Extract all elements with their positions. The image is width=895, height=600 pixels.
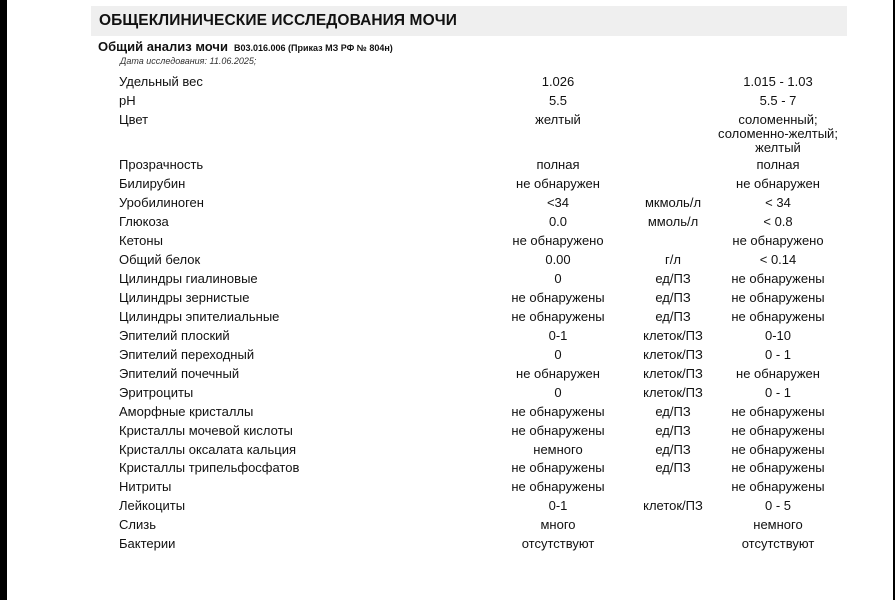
parameter-name: Глюкоза: [119, 214, 169, 229]
unit: клеток/ПЗ: [643, 328, 703, 343]
reference-line: 5.5 - 7: [759, 93, 797, 108]
parameter-name: Эпителий почечный: [119, 366, 240, 381]
section-header: [91, 6, 847, 36]
reference-line: < 0.14: [759, 252, 797, 267]
report-page: [7, 0, 893, 600]
reference-range: [707, 272, 849, 286]
section-title: ОБЩЕКЛИНИЧЕСКИЕ ИССЛЕДОВАНИЯ МОЧИ: [99, 12, 457, 29]
reference-line: не обнаружено: [732, 233, 824, 248]
reference-line: желтый: [755, 140, 801, 155]
parameter-name: Кристаллы оксалата кальция: [119, 442, 297, 457]
result-value: 0: [554, 347, 562, 362]
reference-line: не обнаружены: [731, 271, 825, 286]
reference-line: полная: [756, 157, 800, 172]
reference-range: [707, 348, 849, 362]
result-value: не обнаружены: [511, 479, 605, 494]
result-value: 0: [554, 385, 562, 400]
reference-range: [707, 196, 849, 210]
unit: клеток/ПЗ: [643, 347, 703, 362]
reference-range: [707, 94, 849, 108]
result-value: не обнаружено: [512, 233, 604, 248]
reference-range: [707, 158, 849, 172]
parameter-name: Цвет: [119, 112, 149, 127]
unit: ед/ПЗ: [655, 460, 691, 475]
reference-line: не обнаружены: [731, 404, 825, 419]
result-value: 5.5: [548, 93, 568, 108]
result-value: 0: [554, 271, 562, 286]
parameter-name: Эритроциты: [119, 385, 194, 400]
result-value: не обнаружены: [511, 404, 605, 419]
parameter-name: Слизь: [119, 517, 156, 532]
unit: ед/ПЗ: [655, 423, 691, 438]
result-value: не обнаружен: [516, 176, 600, 191]
result-value: 0-1: [548, 328, 568, 343]
parameter-name: Кристаллы трипельфосфатов: [119, 460, 300, 475]
unit: ммоль/л: [647, 214, 699, 229]
parameter-name: Удельный вес: [119, 74, 203, 89]
parameter-name: Цилиндры зернистые: [119, 290, 250, 305]
parameter-name: Эпителий плоский: [119, 328, 230, 343]
reference-line: немного: [753, 517, 803, 532]
reference-range: [707, 291, 849, 305]
reference-line: 0 - 1: [764, 385, 791, 400]
reference-range: [707, 537, 849, 551]
reference-line: отсутствуют: [741, 536, 815, 551]
reference-range: [707, 518, 849, 532]
result-value: не обнаружены: [511, 290, 605, 305]
parameter-name: Нитриты: [119, 479, 172, 494]
test-name: Общий анализ мочи: [98, 39, 228, 54]
parameter-name: pH: [119, 93, 136, 108]
reference-range: [707, 405, 849, 419]
parameter-name: Билирубин: [119, 176, 186, 191]
reference-range: [707, 329, 849, 343]
reference-line: 1.015 - 1.03: [743, 74, 813, 89]
result-value: не обнаружены: [511, 423, 605, 438]
reference-range: [707, 75, 849, 89]
result-value: 0.0: [548, 214, 568, 229]
reference-range: [707, 113, 849, 155]
reference-line: не обнаружены: [731, 290, 825, 305]
reference-line: соломенный;: [738, 112, 818, 127]
result-value: полная: [536, 157, 580, 172]
result-value: 0-1: [548, 498, 568, 513]
unit: клеток/ПЗ: [643, 385, 703, 400]
unit: ед/ПЗ: [655, 309, 691, 324]
parameter-name: Бактерии: [119, 536, 176, 551]
reference-line: не обнаружен: [736, 366, 820, 381]
parameter-name: Уробилиноген: [119, 195, 204, 210]
study-date: Дата исследования: 11.06.2025;: [120, 56, 257, 66]
reference-range: [707, 424, 849, 438]
reference-range: [707, 499, 849, 513]
unit: клеток/ПЗ: [643, 498, 703, 513]
reference-range: [707, 461, 849, 475]
result-value: желтый: [535, 112, 581, 127]
parameter-name: Кетоны: [119, 233, 163, 248]
parameter-name: Прозрачность: [119, 157, 204, 172]
result-value: отсутствуют: [521, 536, 595, 551]
result-value: много: [540, 517, 576, 532]
result-value: 0.00: [545, 252, 571, 267]
test-heading: [98, 38, 393, 56]
reference-range: [707, 177, 849, 191]
reference-line: не обнаружен: [736, 176, 820, 191]
result-value: не обнаружены: [511, 309, 605, 324]
reference-range: [707, 386, 849, 400]
parameter-name: Эпителий переходный: [119, 347, 255, 362]
parameter-name: Лейкоциты: [119, 498, 186, 513]
test-code: B03.016.006 (Приказ МЗ РФ № 804н): [233, 43, 393, 53]
reference-line: не обнаружены: [731, 479, 825, 494]
reference-line: 0 - 5: [764, 498, 791, 513]
reference-line: не обнаружены: [731, 460, 825, 475]
result-value: не обнаружен: [516, 366, 600, 381]
reference-line: 0-10: [764, 328, 792, 343]
result-value: 1.026: [541, 74, 575, 89]
unit: ед/ПЗ: [655, 442, 691, 457]
reference-line: 0 - 1: [764, 347, 791, 362]
reference-line: не обнаружены: [731, 442, 825, 457]
reference-line: < 0.8: [763, 214, 793, 229]
unit: ед/ПЗ: [655, 290, 691, 305]
reference-line: не обнаружены: [731, 423, 825, 438]
unit: клеток/ПЗ: [643, 366, 703, 381]
reference-line: не обнаружены: [731, 309, 825, 324]
reference-range: [707, 253, 849, 267]
unit: ед/ПЗ: [655, 271, 691, 286]
result-value: немного: [533, 442, 583, 457]
parameter-name: Цилиндры гиалиновые: [119, 271, 258, 286]
reference-line: соломенно-желтый;: [718, 126, 838, 141]
result-value: <34: [546, 195, 570, 210]
unit: ед/ПЗ: [655, 404, 691, 419]
reference-range: [707, 443, 849, 457]
reference-line: < 34: [765, 195, 791, 210]
result-value: не обнаружены: [511, 460, 605, 475]
parameter-name: Цилиндры эпителиальные: [119, 309, 280, 324]
reference-range: [707, 367, 849, 381]
unit: г/л: [665, 252, 681, 267]
reference-range: [707, 480, 849, 494]
parameter-name: Аморфные кристаллы: [119, 404, 254, 419]
parameter-name: Кристаллы мочевой кислоты: [119, 423, 293, 438]
reference-range: [707, 215, 849, 229]
parameter-name: Общий белок: [119, 252, 201, 267]
reference-range: [707, 310, 849, 324]
unit: мкмоль/л: [644, 195, 702, 210]
reference-range: [707, 234, 849, 248]
